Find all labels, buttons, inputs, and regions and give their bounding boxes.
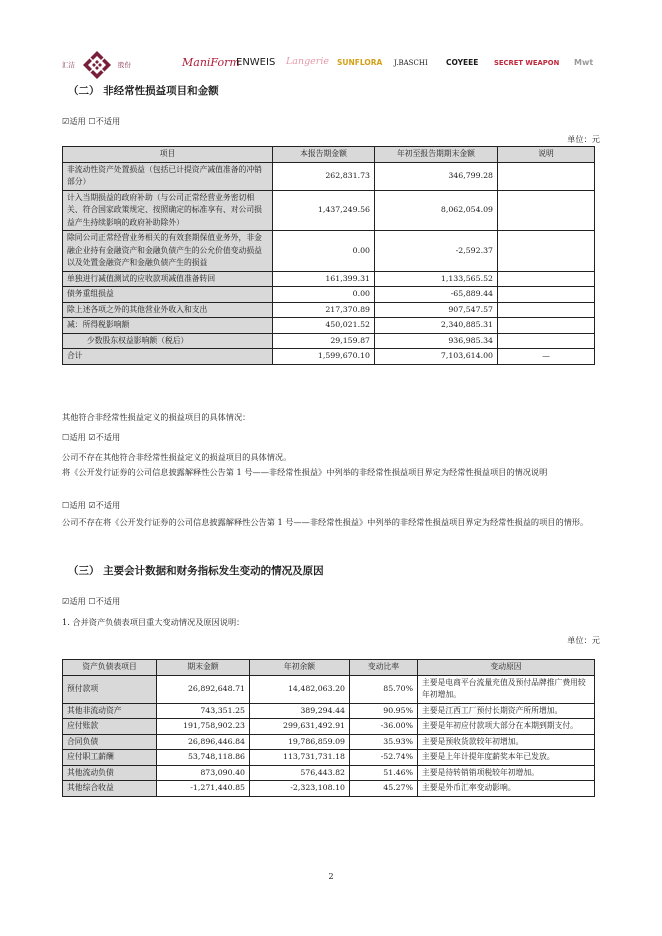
ytd-cell: -2,592.37	[375, 231, 498, 272]
table-row	[63, 765, 595, 781]
brand-sunflora: SUNFLORA	[337, 58, 383, 67]
col-header: 本报告期金额	[273, 147, 375, 163]
other-items-title: 其他符合非经常性损益定义的损益项目的具体情况：	[62, 412, 251, 422]
item-cell: 除上述各项之外的其他营业外收入和支出	[63, 302, 273, 318]
applicability-check: ☑适用 ☐不适用	[62, 596, 121, 606]
col-header: 变动比率	[350, 660, 418, 676]
end-cell: -1,271,440.85	[157, 781, 250, 797]
item-cell: 债务重组损益	[63, 287, 273, 303]
current-cell: 1,599,670.10	[273, 349, 375, 365]
end-cell: 743,351.25	[157, 703, 250, 719]
ytd-cell: -65,889.44	[375, 287, 498, 303]
table-row	[63, 271, 595, 287]
col-header: 资产负债表项目	[63, 660, 157, 676]
company-name-left: 汇洁	[62, 61, 75, 69]
item-cell: 计入当期损益的政府补助（与公司正常经营业务密切相关、符合国家政策规定、按照确定的标准享有、对公司损益产生持续影响的政府补助除外）	[63, 190, 273, 231]
item-cell: 除同公司正常经营业务相关的有效套期保值业务外，非金融企业持有金融资产和金融负债产生的公允价值变动损益以及处置金融资产和金融负债产生的损益	[63, 231, 273, 272]
col-header: 变动原因	[418, 660, 595, 676]
end-cell: 873,090.40	[157, 765, 250, 781]
table-row	[63, 734, 595, 750]
note-cell	[498, 318, 595, 334]
end-cell: 26,896,446.84	[157, 734, 250, 750]
table-row	[63, 719, 595, 735]
current-cell: 29,159.87	[273, 333, 375, 349]
other-items-text: 公司不存在其他符合非经常性损益定义的损益项目的具体情况。	[62, 452, 292, 462]
end-cell: 26,892,648.71	[157, 675, 250, 703]
current-cell: 161,399.31	[273, 271, 375, 287]
unit-label: 单位：元	[567, 134, 600, 144]
note-cell	[498, 333, 595, 349]
ytd-cell: 346,799.28	[375, 162, 498, 190]
brand-coyeee: COYEEE	[446, 58, 479, 67]
item-cell: 少数股东权益影响额（税后）	[63, 333, 273, 349]
note-cell	[498, 190, 595, 231]
ratio-cell: 51.46%	[350, 765, 418, 781]
ytd-cell: 2,340,885.31	[375, 318, 498, 334]
brand-mwt: Mwt	[574, 58, 594, 67]
ytd-cell: 907,547.57	[375, 302, 498, 318]
begin-cell: 389,294.44	[250, 703, 350, 719]
reason-cell: 主要是预收货款较年初增加。	[418, 734, 595, 750]
note-cell	[498, 302, 595, 318]
ratio-cell: 85.70%	[350, 675, 418, 703]
table-row	[63, 675, 595, 703]
table-row	[63, 781, 595, 797]
item-cell: 单独进行减值测试的应收款项减值准备转回	[63, 271, 273, 287]
table-row	[63, 703, 595, 719]
table-header-row	[63, 147, 595, 163]
reason-cell: 主要是江西工厂预付长期资产所所增加。	[418, 703, 595, 719]
begin-cell: 299,631,492.91	[250, 719, 350, 735]
ytd-cell: 1,133,565.52	[375, 271, 498, 287]
reason-cell: 主要是电商平台流量充值及预付品牌推广费用较年初增加。	[418, 675, 595, 703]
note-cell	[498, 287, 595, 303]
current-cell: 450,021.52	[273, 318, 375, 334]
begin-cell: 19,786,859.09	[250, 734, 350, 750]
item-cell: 减：所得税影响额	[63, 318, 273, 334]
current-cell: 0.00	[273, 231, 375, 272]
ratio-cell: -36.00%	[350, 719, 418, 735]
table-row	[63, 162, 595, 190]
item-cell: 其他综合收益	[63, 781, 157, 797]
note-cell	[498, 162, 595, 190]
subsection-title: 1. 合并资产负债表项目重大变动情况及原因说明：	[62, 617, 245, 627]
table-row	[63, 750, 595, 766]
begin-cell: 113,731,731.18	[250, 750, 350, 766]
current-cell: 217,370.89	[273, 302, 375, 318]
end-cell: 53,748,118.86	[157, 750, 250, 766]
item-cell: 预付款项	[63, 675, 157, 703]
explain-title: 将《公开发行证券的公司信息披露解释性公告第 1 号——非经常性损益》中列举的非经常性损益项目界定为经常性损益项目的情况说明	[62, 467, 548, 477]
page-number: 2	[328, 872, 334, 881]
table-row	[63, 287, 595, 303]
item-cell: 其他非流动资产	[63, 703, 157, 719]
col-header: 说明	[498, 147, 595, 163]
ytd-cell: 7,103,614.00	[375, 349, 498, 365]
ratio-cell: -52.74%	[350, 750, 418, 766]
item-cell: 非流动性资产处置损益（包括已计提资产减值准备的冲销部分）	[63, 162, 273, 190]
applicability-check: ☑适用 ☐不适用	[62, 116, 121, 126]
col-header: 期末金额	[157, 660, 250, 676]
item-cell: 其他流动负债	[63, 765, 157, 781]
table-row	[63, 318, 595, 334]
explain-applicability: ☐适用 ☑不适用	[62, 500, 121, 510]
brand-maniform: ManiForm	[182, 56, 240, 69]
table-total-row	[63, 349, 595, 365]
company-logo	[62, 48, 152, 80]
section-title-changes: （三） 主要会计数据和财务指标发生变动的情况及原因	[68, 565, 324, 577]
ratio-cell: 90.95%	[350, 703, 418, 719]
brand-enweis: ENWEIS	[236, 57, 276, 68]
unit-label: 单位：元	[567, 635, 600, 645]
ytd-cell: 8,062,054.09	[375, 190, 498, 231]
col-header: 项目	[63, 147, 273, 163]
table-header-row	[63, 660, 595, 676]
item-cell: 合计	[63, 349, 273, 365]
current-cell: 1,437,249.56	[273, 190, 375, 231]
ratio-cell: 35.93%	[350, 734, 418, 750]
reason-cell: 主要是年初应付款项大部分在本期到期支付。	[418, 719, 595, 735]
company-name-right: 股份	[118, 61, 131, 69]
item-cell: 合同负债	[63, 734, 157, 750]
ytd-cell: 936,985.34	[375, 333, 498, 349]
table-row	[63, 190, 595, 231]
balance-sheet-changes-table	[62, 659, 595, 797]
brand-secret-weapon: SECRET WEAPON	[494, 59, 560, 67]
reason-cell: 主要是外币汇率变动影响。	[418, 781, 595, 797]
explain-text: 公司不存在将《公开发行证券的公司信息披露解释性公告第 1 号——非经常性损益》中列举的非经常性损益项目界定为经常性损益的项目的情形。	[62, 517, 589, 527]
ratio-cell: 45.27%	[350, 781, 418, 797]
brand-strip	[182, 56, 602, 72]
table-row	[63, 302, 595, 318]
end-cell: 191,758,902.23	[157, 719, 250, 735]
other-items-applicability: ☐适用 ☑不适用	[62, 432, 121, 442]
begin-cell: 14,482,063.20	[250, 675, 350, 703]
non-recurring-table	[62, 146, 595, 365]
brand-langerie: Langerie	[286, 56, 329, 67]
col-header: 年初余额	[250, 660, 350, 676]
reason-cell: 主要是上年计提年度薪奖本年已发放。	[418, 750, 595, 766]
note-cell	[498, 231, 595, 272]
reason-cell: 主要是待转销销项税较年初增加。	[418, 765, 595, 781]
current-cell: 262,831.73	[273, 162, 375, 190]
note-cell: —	[498, 349, 595, 365]
current-cell: 0.00	[273, 287, 375, 303]
company-logo-icon	[82, 50, 112, 80]
note-cell	[498, 271, 595, 287]
page-header	[62, 44, 602, 84]
section-title-non-recurring: （二） 非经常性损益项目和金额	[68, 85, 219, 97]
col-header: 年初至报告期期末金额	[375, 147, 498, 163]
item-cell: 应付账款	[63, 719, 157, 735]
begin-cell: -2,323,108.10	[250, 781, 350, 797]
brand-jbaschi: J.BASCHI	[394, 59, 428, 67]
item-cell: 应付职工薪酬	[63, 750, 157, 766]
table-row	[63, 231, 595, 272]
begin-cell: 576,443.82	[250, 765, 350, 781]
table-row	[63, 333, 595, 349]
